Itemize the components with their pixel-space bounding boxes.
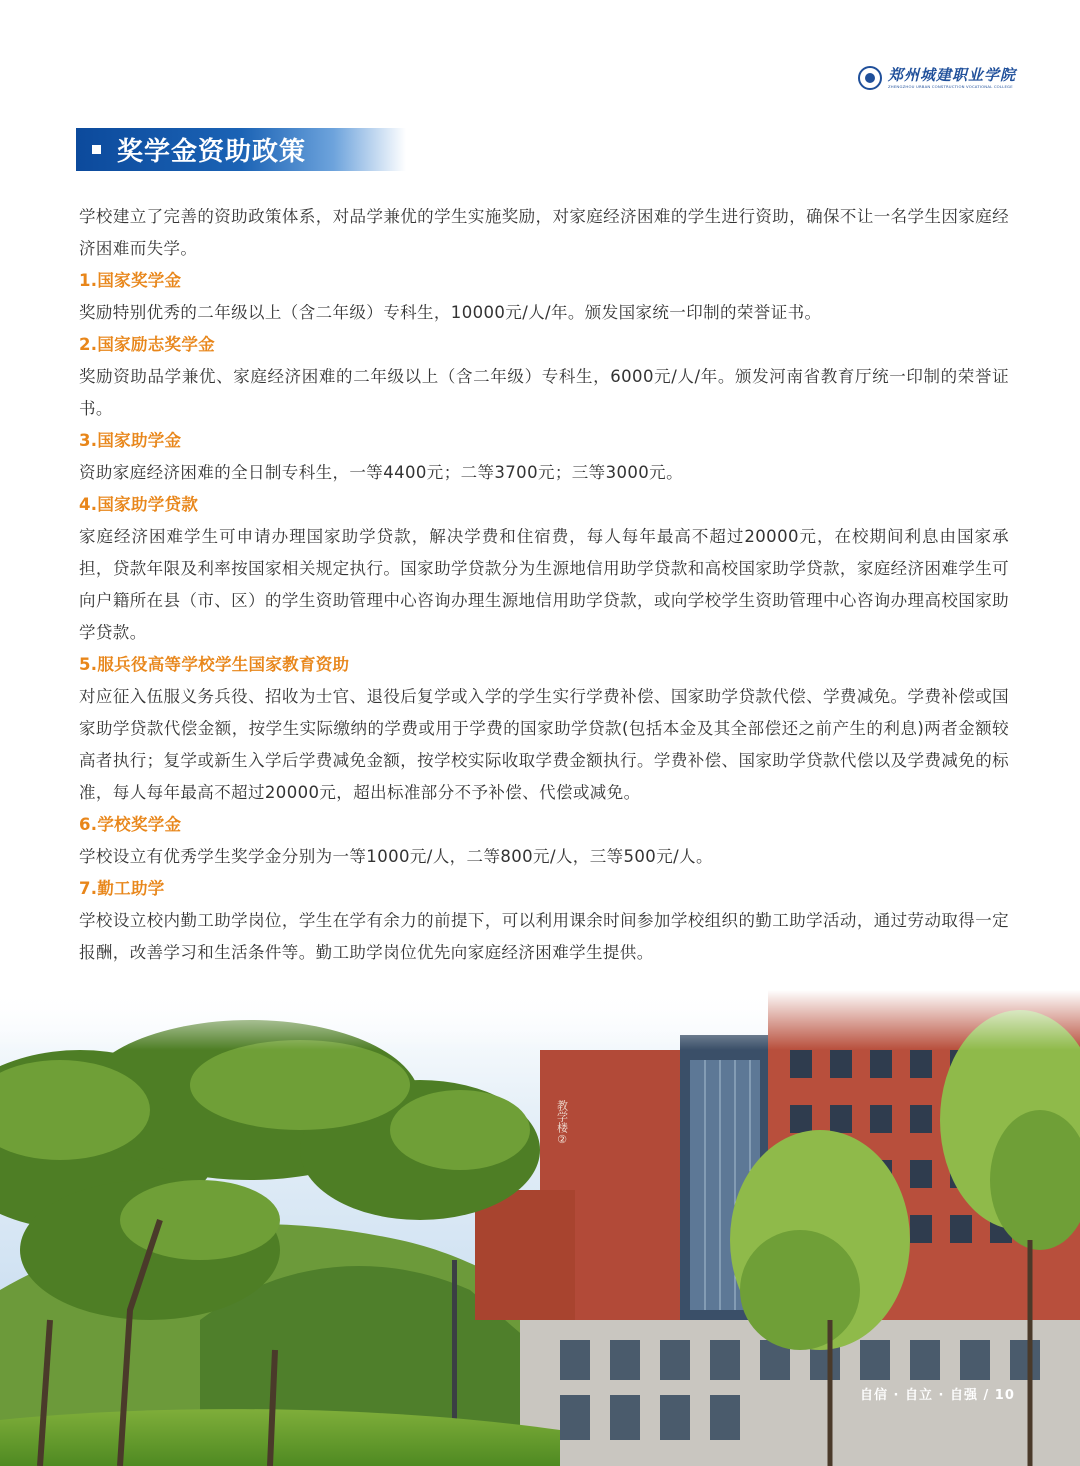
college-logo — [858, 62, 1017, 94]
square-bullet-icon — [92, 145, 101, 154]
college-emblem-icon — [858, 66, 882, 90]
item-heading-national-grant: 3.国家助学金 — [79, 431, 182, 450]
item-heading-military-aid: 5.服兵役高等学校学生国家教育资助 — [79, 655, 350, 674]
college-name-en: ZHENGZHOU URBAN CONSTRUCTION VOCATIONAL COLLEGE — [888, 83, 1013, 89]
item-text-national-grant: 资助家庭经济困难的全日制专科生，一等4400元；二等3700元；三等3000元。 — [79, 463, 683, 482]
policy-content — [79, 201, 1009, 969]
item-text-military-aid: 对应征入伍服义务兵役、招收为士官、退役后复学或入学的学生实行学费补偿、国家助学贷款代偿、学费减免。学费补偿或国家助学贷款代偿金额，按学生实际缴纳的学费或用于学费的国家助学贷款(包括本金及其全部偿还之前产生的利息)两者金额较高者执行；复学或新生入学后学费减免金额，按学校实际收取学费金额执行。学费补偿、国家助学贷款代偿以及学费减免的标准，每人每年最高不超过20000元，超出标准部分不予补偿、代偿或减免。 — [79, 687, 1009, 802]
item-heading-school-scholarship: 6.学校奖学金 — [79, 815, 182, 834]
item-heading-work-study: 7.勤工助学 — [79, 879, 165, 898]
section-title-banner — [76, 128, 406, 171]
section-title: 奖学金资助政策 — [117, 137, 307, 167]
item-text-student-loan: 家庭经济困难学生可申请办理国家助学贷款，解决学费和住宿费，每人每年最高不超过20000元，在校期间利息由国家承担，贷款年限及利率按国家相关规定执行。国家助学贷款分为生源地信用助学贷款和高校国家助学贷款，家庭经济困难学生可向户籍所在县（市、区）的学生资助管理中心咨询办理生源地信用助学贷款，或向学校学生资助管理中心咨询办理高校国家助学贷款。 — [79, 527, 1009, 642]
college-name — [888, 67, 1019, 90]
page-footer: 自信 · 自立 · 自强 / 10 — [860, 1388, 1015, 1403]
intro-paragraph: 学校建立了完善的资助政策体系，对品学兼优的学生实施奖励，对家庭经济困难的学生进行资助，确保不让一名学生因家庭经济困难而失学。 — [79, 207, 1009, 258]
college-name-cn: 郑州城建职业学院 — [888, 65, 1017, 84]
item-heading-national-scholarship: 1.国家奖学金 — [79, 271, 182, 290]
building-sign: 教学楼② — [555, 1100, 569, 1146]
item-text-school-scholarship: 学校设立有优秀学生奖学金分别为一等1000元/人，二等800元/人，三等500元/人。 — [79, 847, 713, 866]
item-text-inspirational-scholarship: 奖励资助品学兼优、家庭经济困难的二年级以上（含二年级）专科生，6000元/人/年。颁发河南省教育厅统一印制的荣誉证书。 — [79, 367, 1009, 418]
item-text-national-scholarship: 奖励特别优秀的二年级以上（含二年级）专科生，10000元/人/年。颁发国家统一印制的荣誉证书。 — [79, 303, 822, 322]
item-text-work-study: 学校设立校内勤工助学岗位，学生在学有余力的前提下，可以利用课余时间参加学校组织的勤工助学活动，通过劳动取得一定报酬，改善学习和生活条件等。勤工助学岗位优先向家庭经济困难学生提供。 — [79, 911, 1009, 962]
item-heading-student-loan: 4.国家助学贷款 — [79, 495, 199, 514]
item-heading-inspirational-scholarship: 2.国家励志奖学金 — [79, 335, 215, 354]
